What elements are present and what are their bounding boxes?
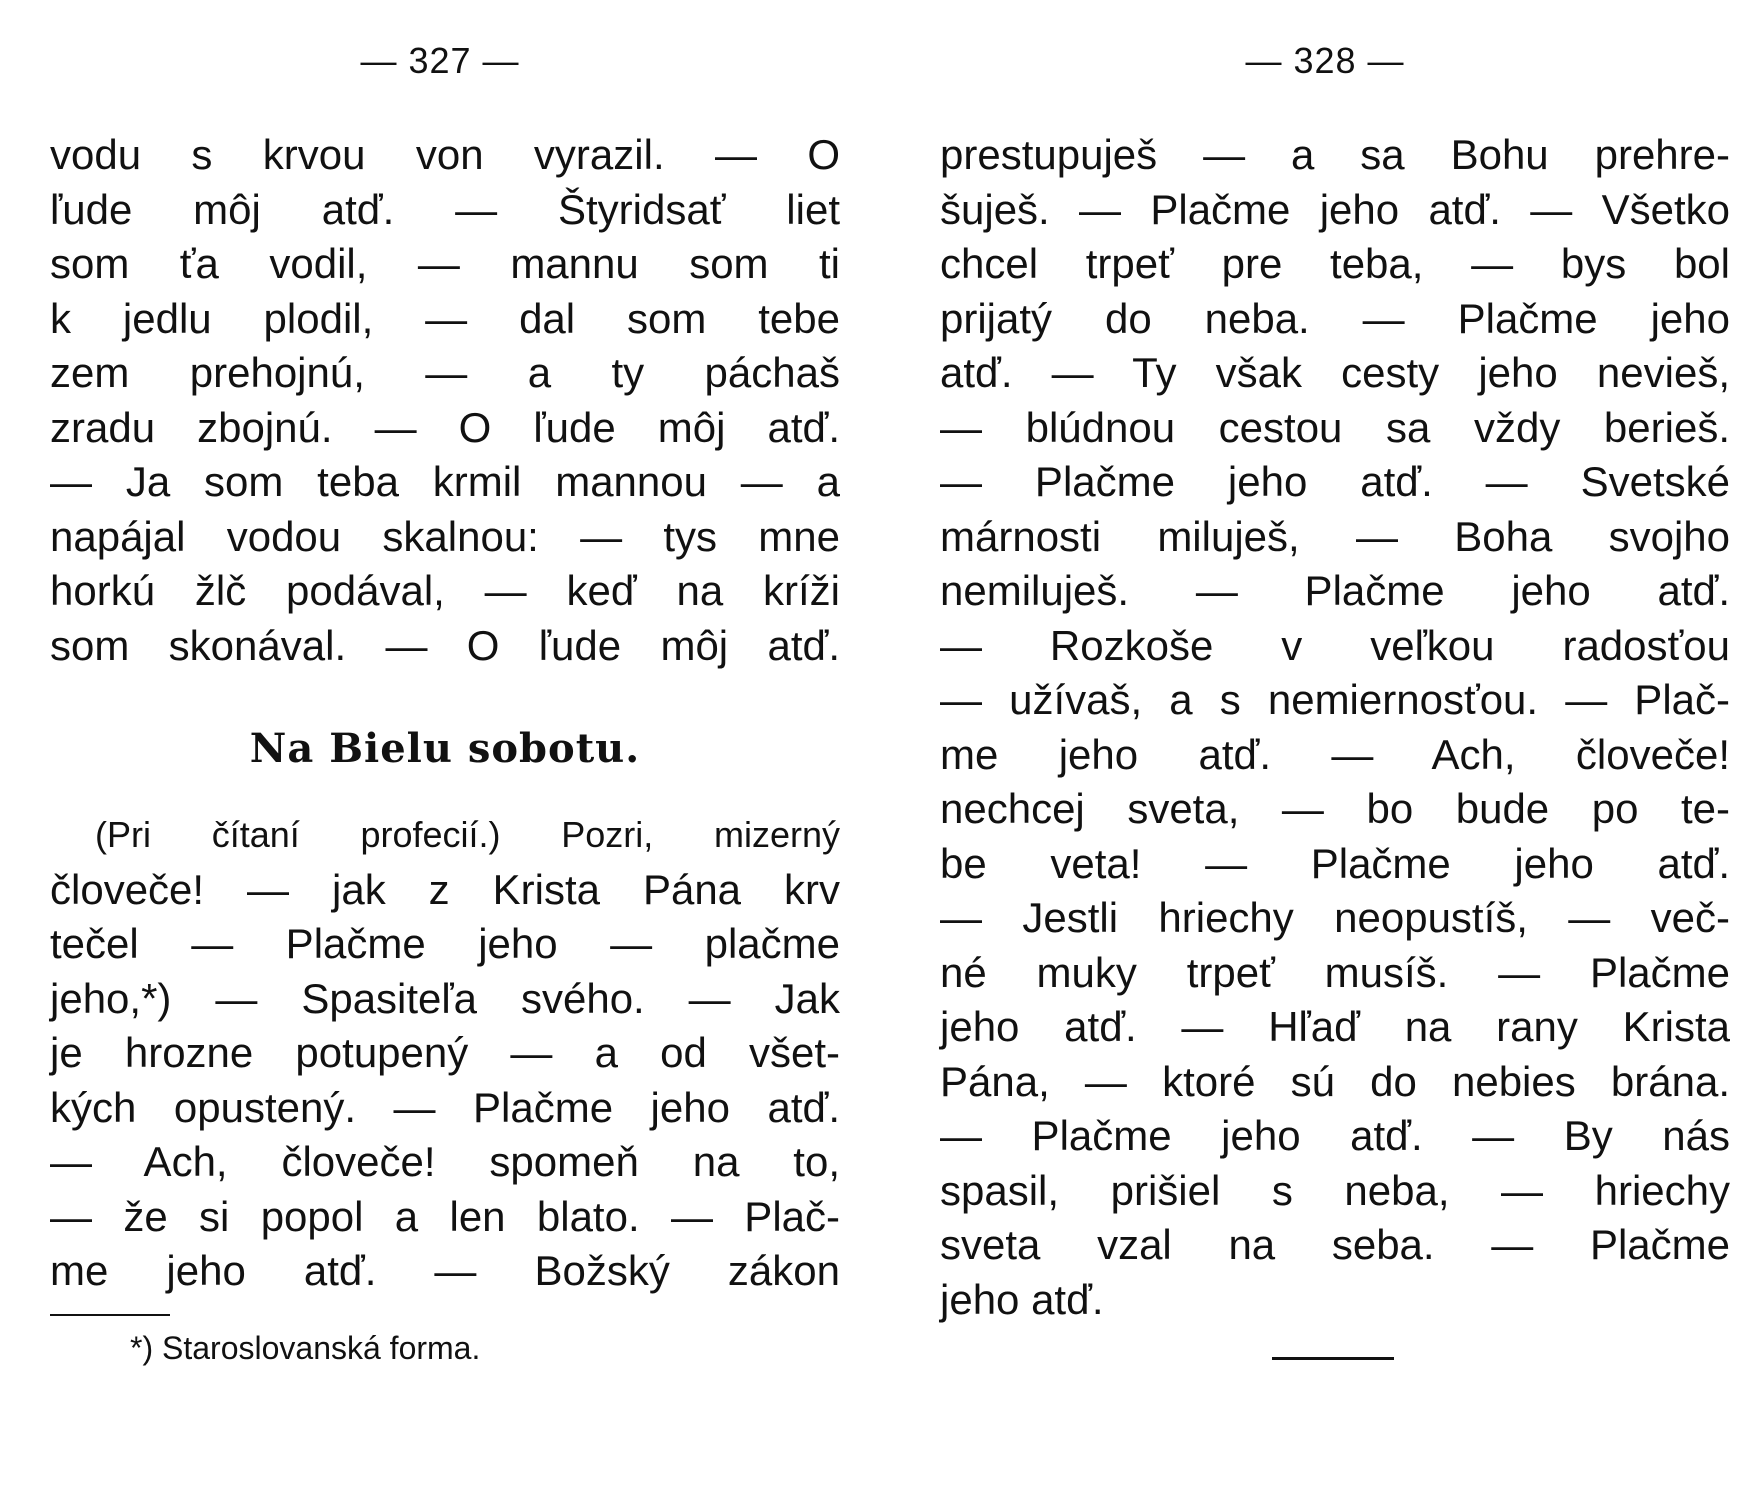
left-text-top [50,128,840,673]
text-line: zem prehojnú, — a ty páchaš [50,349,840,396]
text-line: (Pri čítaní profecií.) Pozri, mizerný [95,814,840,855]
page-number-right: — 328 — [1245,40,1405,81]
text-line: nechcej sveta, — bo bude po te- [940,785,1730,832]
text-line: tečel — Plačme jeho — plačme [50,920,840,967]
text-line: je hrozne potupený — a od všet- [50,1029,840,1076]
text-line: — blúdnou cestou sa vždy berieš. [940,403,1730,451]
text-line: márnosti miluješ, — Boha svojho [940,512,1730,560]
footnote: *) Staroslovanská forma. [130,1330,481,1366]
text-line: vodu s krvou von vyrazil. — O [50,131,840,178]
text-line: me jeho atď. — Božský zákon [50,1247,840,1294]
text-line: zradu zbojnú. — O ľude môj atď. [50,403,840,451]
text-line: jeho,*) — Spasiteľa svého. — Jak [50,974,840,1022]
text-line: — Ja som teba krmil mannou — a [50,458,840,505]
footnote-divider [50,1314,170,1316]
left-text-bottom [50,808,840,1299]
text-line: — Plačme jeho atď. — Svetské [940,458,1730,505]
text-line: — užívaš, a s nemiernosťou. — Plač- [940,676,1730,723]
text-line: napájal vodou skalnou: — tys mne [50,512,840,560]
text-line: jeho atď. [940,1275,1104,1323]
text-line: horkú žlč podával, — keď na kríži [50,567,840,614]
text-line: — že si popol a len blato. — Plač- [50,1192,840,1240]
right-text [940,128,1730,1327]
text-line: atď. — Ty však cesty jeho nevieš, [940,349,1730,396]
text-line: né muky trpeť musíš. — Plačme [940,948,1730,996]
end-divider [1272,1357,1394,1360]
text-line: — Jestli hriechy neopustíš, — več- [940,894,1730,941]
text-line: Pána, — ktoré sú do nebies brána. [940,1057,1730,1105]
text-line: spasil, prišiel s neba, — hriechy [940,1166,1730,1214]
text-line: človeče! — jak z Krista Pána krv [50,865,840,913]
text-line: šuješ. — Plačme jeho atď. — Všetko [940,185,1730,233]
text-line: prijatý do neba. — Plačme jeho [940,294,1730,342]
text-line: kých opustený. — Plačme jeho atď. [50,1083,840,1131]
text-line: jeho atď. — Hľaď na rany Krista [940,1003,1730,1050]
text-line: som skonával. — O ľude môj atď. [50,621,840,669]
text-line: k jedlu plodil, — dal som tebe [50,294,840,342]
page-number-left: — 327 — [360,40,520,81]
text-line: nemiluješ. — Plačme jeho atď. [940,567,1730,614]
text-line: chcel trpeť pre teba, — bys bol [940,240,1730,287]
text-line: — Rozkoše v veľkou radosťou [940,621,1730,669]
text-line: me jeho atď. — Ach, človeče! [940,730,1730,778]
text-line: — Ach, človeče! spomeň na to, [50,1138,840,1185]
text-line: — Plačme jeho atď. — By nás [940,1112,1730,1159]
text-line: som ťa vodil, — mannu som ti [50,240,840,287]
text-line: be veta! — Plačme jeho atď. [940,839,1730,887]
section-heading: Na Bielu sobotu. [249,725,641,772]
text-line: prestupuješ — a sa Bohu prehre- [940,131,1730,178]
text-line: sveta vzal na seba. — Plačme [940,1221,1730,1268]
text-line: ľude môj atď. — Štyridsať liet [50,185,840,233]
